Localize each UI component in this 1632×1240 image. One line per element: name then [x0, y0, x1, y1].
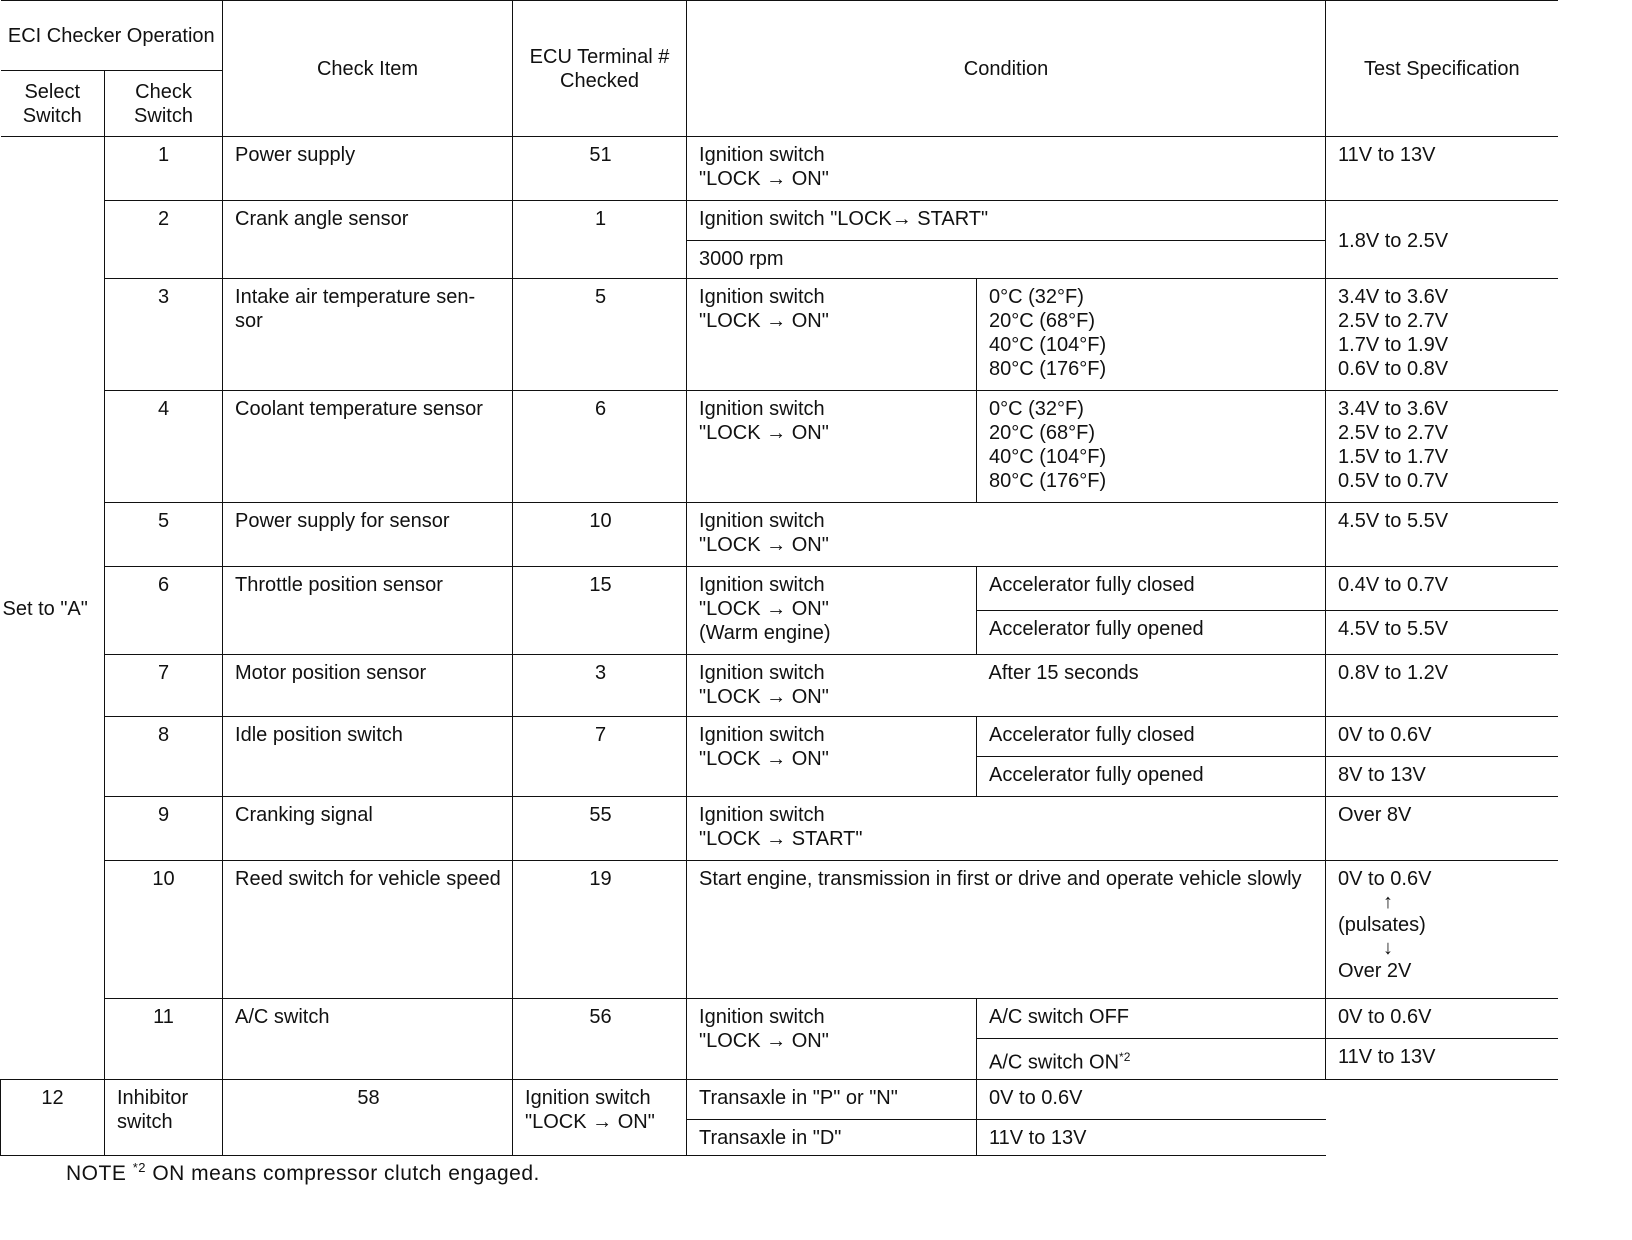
ignition-label: Ignition switch — [699, 510, 825, 532]
sub-condition: A/C switch OFF — [977, 999, 1326, 1039]
lock-on-label: "LOCK → ON" — [699, 598, 829, 620]
check-item: Intake air temperature sen- sor — [223, 279, 513, 391]
footnote-mark: *2 — [132, 1160, 146, 1175]
temperature-list — [977, 279, 1326, 391]
check-switch-header — [105, 71, 223, 137]
ignition-label: Ignition switch — [699, 144, 825, 166]
condition — [513, 1079, 687, 1155]
ecu-terminal: 15 — [513, 567, 687, 655]
ecu-terminal: 3 — [513, 655, 687, 717]
sub-condition: Accelerator fully opened — [977, 757, 1326, 797]
lock-on-label: "LOCK → ON" — [699, 168, 829, 190]
footnote — [66, 1160, 540, 1186]
check-switch-number: 5 — [105, 503, 223, 567]
condition — [687, 717, 977, 797]
sub-condition: Transaxle in "D" — [687, 1119, 977, 1155]
check-switch-number: 12 — [1, 1079, 105, 1155]
spec-value: 2.5V to 2.7V — [1338, 310, 1449, 332]
check-item: Cranking signal — [223, 797, 513, 861]
lock-on-label: "LOCK → ON" — [525, 1110, 655, 1133]
check-item: Reed switch for vehicle speed — [223, 861, 513, 999]
condition — [687, 391, 977, 503]
ecu-terminal-header — [513, 1, 687, 137]
test-spec: 0.8V to 1.2V — [1326, 655, 1558, 717]
test-spec: 0.4V to 0.7V — [1326, 567, 1558, 611]
check-switch-number: 10 — [105, 861, 223, 999]
test-spec-label: Test Specification — [1363, 57, 1520, 80]
condition — [687, 137, 1326, 201]
test-spec: 11V to 13V — [977, 1119, 1326, 1155]
eci-operation-label: ECI Checker Operation — [7, 24, 215, 47]
footnote-mark: *2 — [1119, 1050, 1131, 1064]
sub-condition: After 15 seconds — [977, 655, 1326, 717]
lock-on-label: "LOCK → ON" — [699, 534, 829, 556]
test-spec: 0V to 0.6V — [1326, 717, 1558, 757]
check-item: Throttle position sensor — [223, 567, 513, 655]
test-spec: 8V to 13V — [1326, 757, 1558, 797]
table-row — [1, 1079, 1558, 1119]
lock-on-label: "LOCK → ON" — [699, 748, 829, 770]
warm-engine-note: (Warm engine) — [699, 622, 831, 644]
table-row — [1, 137, 1558, 201]
condition-label: Condition — [963, 57, 1049, 80]
table-row — [1, 567, 1558, 611]
condition — [687, 503, 1326, 567]
test-spec: 1.8V to 2.5V — [1326, 201, 1558, 279]
check-item: A/C switch — [223, 999, 513, 1080]
sub-condition — [977, 1039, 1326, 1080]
ignition-label: Ignition switch — [699, 286, 825, 308]
test-spec: 4.5V to 5.5V — [1326, 611, 1558, 655]
condition: Start engine, transmission in first or drive and operate vehicle slowly — [687, 861, 1326, 999]
condition: Ignition switch "LOCK→ START" — [687, 201, 1326, 241]
check-switch-number: 1 — [105, 137, 223, 201]
check-item-label: Check Item — [316, 57, 419, 80]
test-spec — [1326, 279, 1558, 391]
select-switch-label: Select Switch — [22, 80, 82, 127]
table-row — [1, 861, 1558, 999]
temperature: 0°C (32°F) — [989, 398, 1084, 420]
test-spec: 11V to 13V — [1326, 137, 1558, 201]
spec-value: 0.5V to 0.7V — [1338, 470, 1449, 492]
ignition-label: Ignition switch — [525, 1086, 651, 1109]
ecu-terminal: 1 — [513, 201, 687, 279]
check-item: Power supply for sensor — [223, 503, 513, 567]
table-row — [1, 999, 1558, 1039]
condition — [687, 999, 977, 1080]
sub-condition-text: A/C switch ON — [989, 1051, 1120, 1074]
table-row — [1, 201, 1558, 241]
ecu-terminal: 55 — [513, 797, 687, 861]
eci-operation-header — [1, 1, 223, 71]
condition — [687, 797, 1326, 861]
check-item-header — [223, 1, 513, 137]
check-item: Coolant temperature sensor — [223, 391, 513, 503]
condition — [687, 567, 977, 655]
ecu-terminal: 58 — [223, 1079, 513, 1155]
test-spec: 4.5V to 5.5V — [1326, 503, 1558, 567]
lock-on-label: "LOCK → ON" — [699, 686, 829, 708]
temperature-list — [977, 391, 1326, 503]
spec-value: 3.4V to 3.6V — [1338, 286, 1449, 308]
ecu-terminal: 10 — [513, 503, 687, 567]
check-item: Idle position switch — [223, 717, 513, 797]
check-switch-number: 6 — [105, 567, 223, 655]
spec-value: (pulsates) — [1338, 914, 1426, 936]
temperature: 80°C (176°F) — [989, 470, 1107, 492]
ecu-terminal: 56 — [513, 999, 687, 1080]
check-switch-number: 9 — [105, 797, 223, 861]
test-spec: 11V to 13V — [1326, 1039, 1558, 1080]
sub-condition: Transaxle in "P" or "N" — [687, 1079, 977, 1119]
lock-on-label: "LOCK → ON" — [699, 1030, 829, 1052]
select-switch-cell — [1, 137, 105, 1080]
temperature: 20°C (68°F) — [989, 422, 1096, 444]
sub-condition: Accelerator fully opened — [977, 611, 1326, 655]
check-switch-number: 11 — [105, 999, 223, 1080]
temperature: 80°C (176°F) — [989, 358, 1107, 380]
ignition-label: Ignition switch — [699, 398, 825, 420]
ignition-label: Ignition switch — [699, 1006, 825, 1028]
ignition-label: Ignition switch — [699, 804, 825, 826]
check-item: Crank angle sensor — [223, 201, 513, 279]
table-row — [1, 503, 1558, 567]
check-item: Motor position sensor — [223, 655, 513, 717]
spec-value: 3.4V to 3.6V — [1338, 398, 1449, 420]
condition — [687, 655, 977, 717]
test-spec: 0V to 0.6V — [1326, 999, 1558, 1039]
sub-condition: Accelerator fully closed — [977, 567, 1326, 611]
table-row — [1, 717, 1558, 757]
arrow-down-icon: ↓ — [1383, 937, 1394, 959]
condition — [687, 279, 977, 391]
check-switch-number: 8 — [105, 717, 223, 797]
check-switch-number: 3 — [105, 279, 223, 391]
test-spec: 0V to 0.6V — [977, 1079, 1326, 1119]
lock-start-label: "LOCK → START" — [699, 828, 863, 850]
select-value: Set to "A" — [2, 597, 88, 620]
lock-on-label: "LOCK → ON" — [699, 310, 829, 332]
table-row — [1, 279, 1558, 391]
check-switch-number: 7 — [105, 655, 223, 717]
test-spec — [1326, 391, 1558, 503]
sub-condition: Accelerator fully closed — [977, 717, 1326, 757]
check-item: Inhibitor switch — [105, 1079, 223, 1155]
ignition-label: Ignition switch — [699, 662, 825, 684]
check-switch-number: 4 — [105, 391, 223, 503]
ecu-terminal: 7 — [513, 717, 687, 797]
ecu-terminal: 51 — [513, 137, 687, 201]
temperature: 40°C (104°F) — [989, 334, 1107, 356]
table-row — [1, 655, 1558, 717]
spec-value: Over 2V — [1338, 960, 1412, 982]
table-row — [1, 797, 1558, 861]
ecu-terminal-label: ECU Terminal # Checked — [529, 45, 670, 92]
table-row — [1, 391, 1558, 503]
test-spec-header — [1326, 1, 1558, 137]
spec-value: 1.7V to 1.9V — [1338, 334, 1449, 356]
ecu-terminal: 5 — [513, 279, 687, 391]
check-item: Power supply — [223, 137, 513, 201]
ignition-label: Ignition switch — [699, 574, 825, 596]
lock-on-label: "LOCK → ON" — [699, 422, 829, 444]
temperature: 40°C (104°F) — [989, 446, 1107, 468]
test-spec: Over 8V — [1326, 797, 1558, 861]
spec-value: 1.5V to 1.7V — [1338, 446, 1449, 468]
ecu-terminal: 6 — [513, 391, 687, 503]
test-spec — [1326, 861, 1558, 999]
spec-value: 0.6V to 0.8V — [1338, 358, 1449, 380]
check-switch-number: 2 — [105, 201, 223, 279]
pulse-spec — [1338, 867, 1548, 983]
ignition-label: Ignition switch — [699, 724, 825, 746]
note-prefix: NOTE — [66, 1162, 127, 1185]
condition: 3000 rpm — [687, 241, 1326, 279]
temperature: 20°C (68°F) — [989, 310, 1096, 332]
select-switch-header — [1, 71, 105, 137]
spec-value: 2.5V to 2.7V — [1338, 422, 1449, 444]
check-switch-label: Check Switch — [134, 80, 193, 127]
note-text: ON means compressor clutch engaged. — [152, 1162, 540, 1185]
arrow-up-icon: ↑ — [1383, 891, 1394, 913]
temperature: 0°C (32°F) — [989, 286, 1084, 308]
condition-header — [687, 1, 1326, 137]
ecu-terminal: 19 — [513, 861, 687, 999]
spec-value: 0V to 0.6V — [1338, 868, 1432, 890]
